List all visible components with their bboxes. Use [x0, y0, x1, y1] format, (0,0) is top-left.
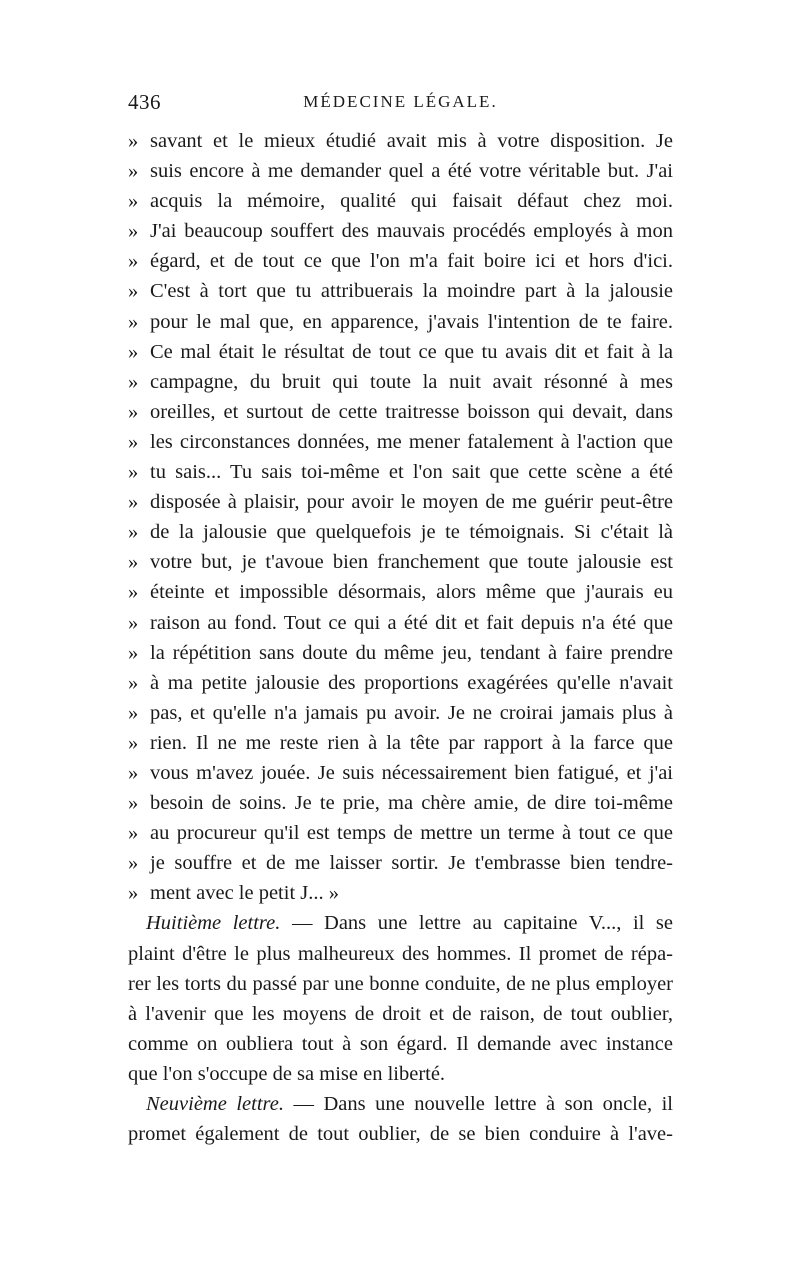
quote-mark: » [128, 130, 139, 152]
quote-mark: » [128, 671, 139, 694]
line-text: de la jalousie que quelquefois je te témoignais. Si c'était là [150, 521, 673, 544]
text-line [128, 216, 673, 246]
line-text: — Dans une nouvelle lettre à son oncle, il [283, 1093, 673, 1115]
line-text: acquis la mémoire, qualité qui faisait défaut chez moi. [150, 190, 673, 213]
text-line [128, 487, 673, 517]
text-line [128, 307, 673, 337]
text-line [128, 186, 673, 216]
quote-mark: » [128, 190, 139, 213]
body-text [128, 126, 673, 1149]
quote-mark: » [128, 310, 139, 333]
line-text: les circonstances données, me mener fatalement à l'action que [150, 430, 673, 453]
text-line [128, 818, 673, 848]
line-text: rien. Il ne me reste rien à la tête par rapport à la farce que [150, 731, 673, 754]
quote-mark: » [128, 521, 139, 544]
text-line: à l'avenir que les moyens de droit et de raison, de tout oublier, [128, 1002, 673, 1025]
line-text: pour le mal que, en apparence, j'avais l'intention de te faire. [150, 310, 673, 333]
quote-mark: » [128, 761, 139, 784]
text-line: rer les torts du passé par une bonne conduite, de ne plus employer [128, 972, 673, 995]
running-title: MÉDECINE LÉGALE. [303, 92, 498, 111]
line-text: — Dans une lettre au capitaine V..., il se [280, 912, 673, 935]
line-text: raison au fond. Tout ce qui a été dit et fait depuis n'a été que [150, 611, 673, 634]
text-line [128, 908, 673, 938]
quote-mark: » [128, 400, 139, 423]
quote-mark: » [128, 822, 139, 845]
text-line [128, 547, 673, 577]
line-text: au procureur qu'il est temps de mettre un terme à tout ce que [150, 822, 673, 845]
line-text: la répétition sans doute du même jeu, tendant à faire prendre [150, 641, 673, 664]
quote-mark: » [128, 852, 139, 875]
text-line [128, 457, 673, 487]
page-header [128, 90, 673, 118]
text-line [128, 848, 673, 878]
line-text: je souffre et de me laisser sortir. Je t'embrasse bien tendre- [150, 852, 673, 875]
text-line [128, 156, 673, 186]
quote-mark: » [128, 611, 139, 634]
line-text: Ce mal était le résultat de tout ce que tu avais dit et fait à la [150, 340, 673, 363]
quote-mark: » [128, 581, 139, 604]
line-text: suis encore à me demander quel a été votre véritable but. J'ai [150, 160, 673, 183]
text-line [128, 638, 673, 668]
quote-mark: » [128, 731, 139, 754]
quote-mark: » [128, 491, 139, 514]
quote-mark: » [128, 220, 139, 243]
line-text: éteinte et impossible désormais, alors même que j'aurais eu [150, 581, 673, 604]
text-line [128, 367, 673, 397]
text-line: plaint d'être le plus malheureux des hommes. Il promet de répa- [128, 942, 673, 965]
text-line [128, 427, 673, 457]
text-line [128, 397, 673, 427]
text-line [128, 758, 673, 788]
text-line [128, 668, 673, 698]
text-line [128, 517, 673, 547]
quote-mark: » [128, 370, 139, 393]
quote-mark: » [128, 461, 139, 484]
paragraph-huitieme-lettre [128, 908, 673, 1089]
text-line [128, 608, 673, 638]
quote-mark: » [128, 430, 139, 453]
text-line [128, 246, 673, 276]
text-line [128, 126, 673, 156]
paragraph-neuvieme-lettre [128, 1089, 673, 1149]
quoted-letter [128, 126, 673, 908]
line-text: votre but, je t'avoue bien franchement que toute jalousie est [150, 551, 673, 574]
text-line [128, 337, 673, 367]
line-text: campagne, du bruit qui toute la nuit avait résonné à mes [150, 370, 673, 393]
text-line [128, 276, 673, 306]
quote-mark: » [128, 160, 139, 183]
text-line [128, 728, 673, 758]
page-number: 436 [128, 90, 161, 114]
line-text: égard, et de tout ce que l'on m'a fait boire ici et hors d'ici. [150, 250, 673, 273]
text-line: promet également de tout oublier, de se bien conduire à l'ave- [128, 1123, 673, 1146]
quote-mark: » [128, 882, 139, 905]
line-text: J'ai beaucoup souffert des mauvais procédés employés à mon [150, 220, 673, 243]
text-line [128, 878, 673, 908]
line-text: oreilles, et surtout de cette traitresse boisson qui devait, dans [150, 400, 673, 423]
quote-mark: » [128, 340, 139, 363]
line-text: à ma petite jalousie des proportions exagérées qu'elle n'avait [150, 671, 673, 694]
line-text: disposée à plaisir, pour avoir le moyen de me guérir peut-être [150, 491, 673, 514]
letter-title: Neuvième lettre. [146, 1093, 284, 1115]
letter-title: Huitième lettre. [146, 912, 281, 935]
line-text: savant et le mieux étudié avait mis à votre disposition. Je [150, 130, 673, 152]
quote-mark: » [128, 701, 139, 724]
quote-mark: » [128, 792, 139, 815]
quote-mark: » [128, 641, 139, 664]
quote-mark: » [128, 280, 139, 303]
text-line [128, 788, 673, 818]
line-text: tu sais... Tu sais toi-même et l'on sait que cette scène a été [150, 461, 673, 484]
line-text: ment avec le petit J... » [150, 882, 339, 905]
text-line: que l'on s'occupe de sa mise en liberté. [128, 1062, 446, 1085]
text-line: comme on oubliera tout à son égard. Il demande avec instance [128, 1032, 673, 1055]
text-line [128, 1089, 673, 1119]
text-line [128, 698, 673, 728]
text-line [128, 577, 673, 607]
quote-mark: » [128, 551, 139, 574]
line-text: pas, et qu'elle n'a jamais pu avoir. Je ne croirai jamais plus à [150, 701, 673, 724]
quote-mark: » [128, 250, 139, 273]
line-text: besoin de soins. Je te prie, ma chère amie, de dire toi-même [150, 792, 673, 815]
line-text: C'est à tort que tu attribuerais la moindre part à la jalousie [150, 280, 673, 303]
line-text: vous m'avez jouée. Je suis nécessairement bien fatigué, et j'ai [150, 761, 673, 784]
